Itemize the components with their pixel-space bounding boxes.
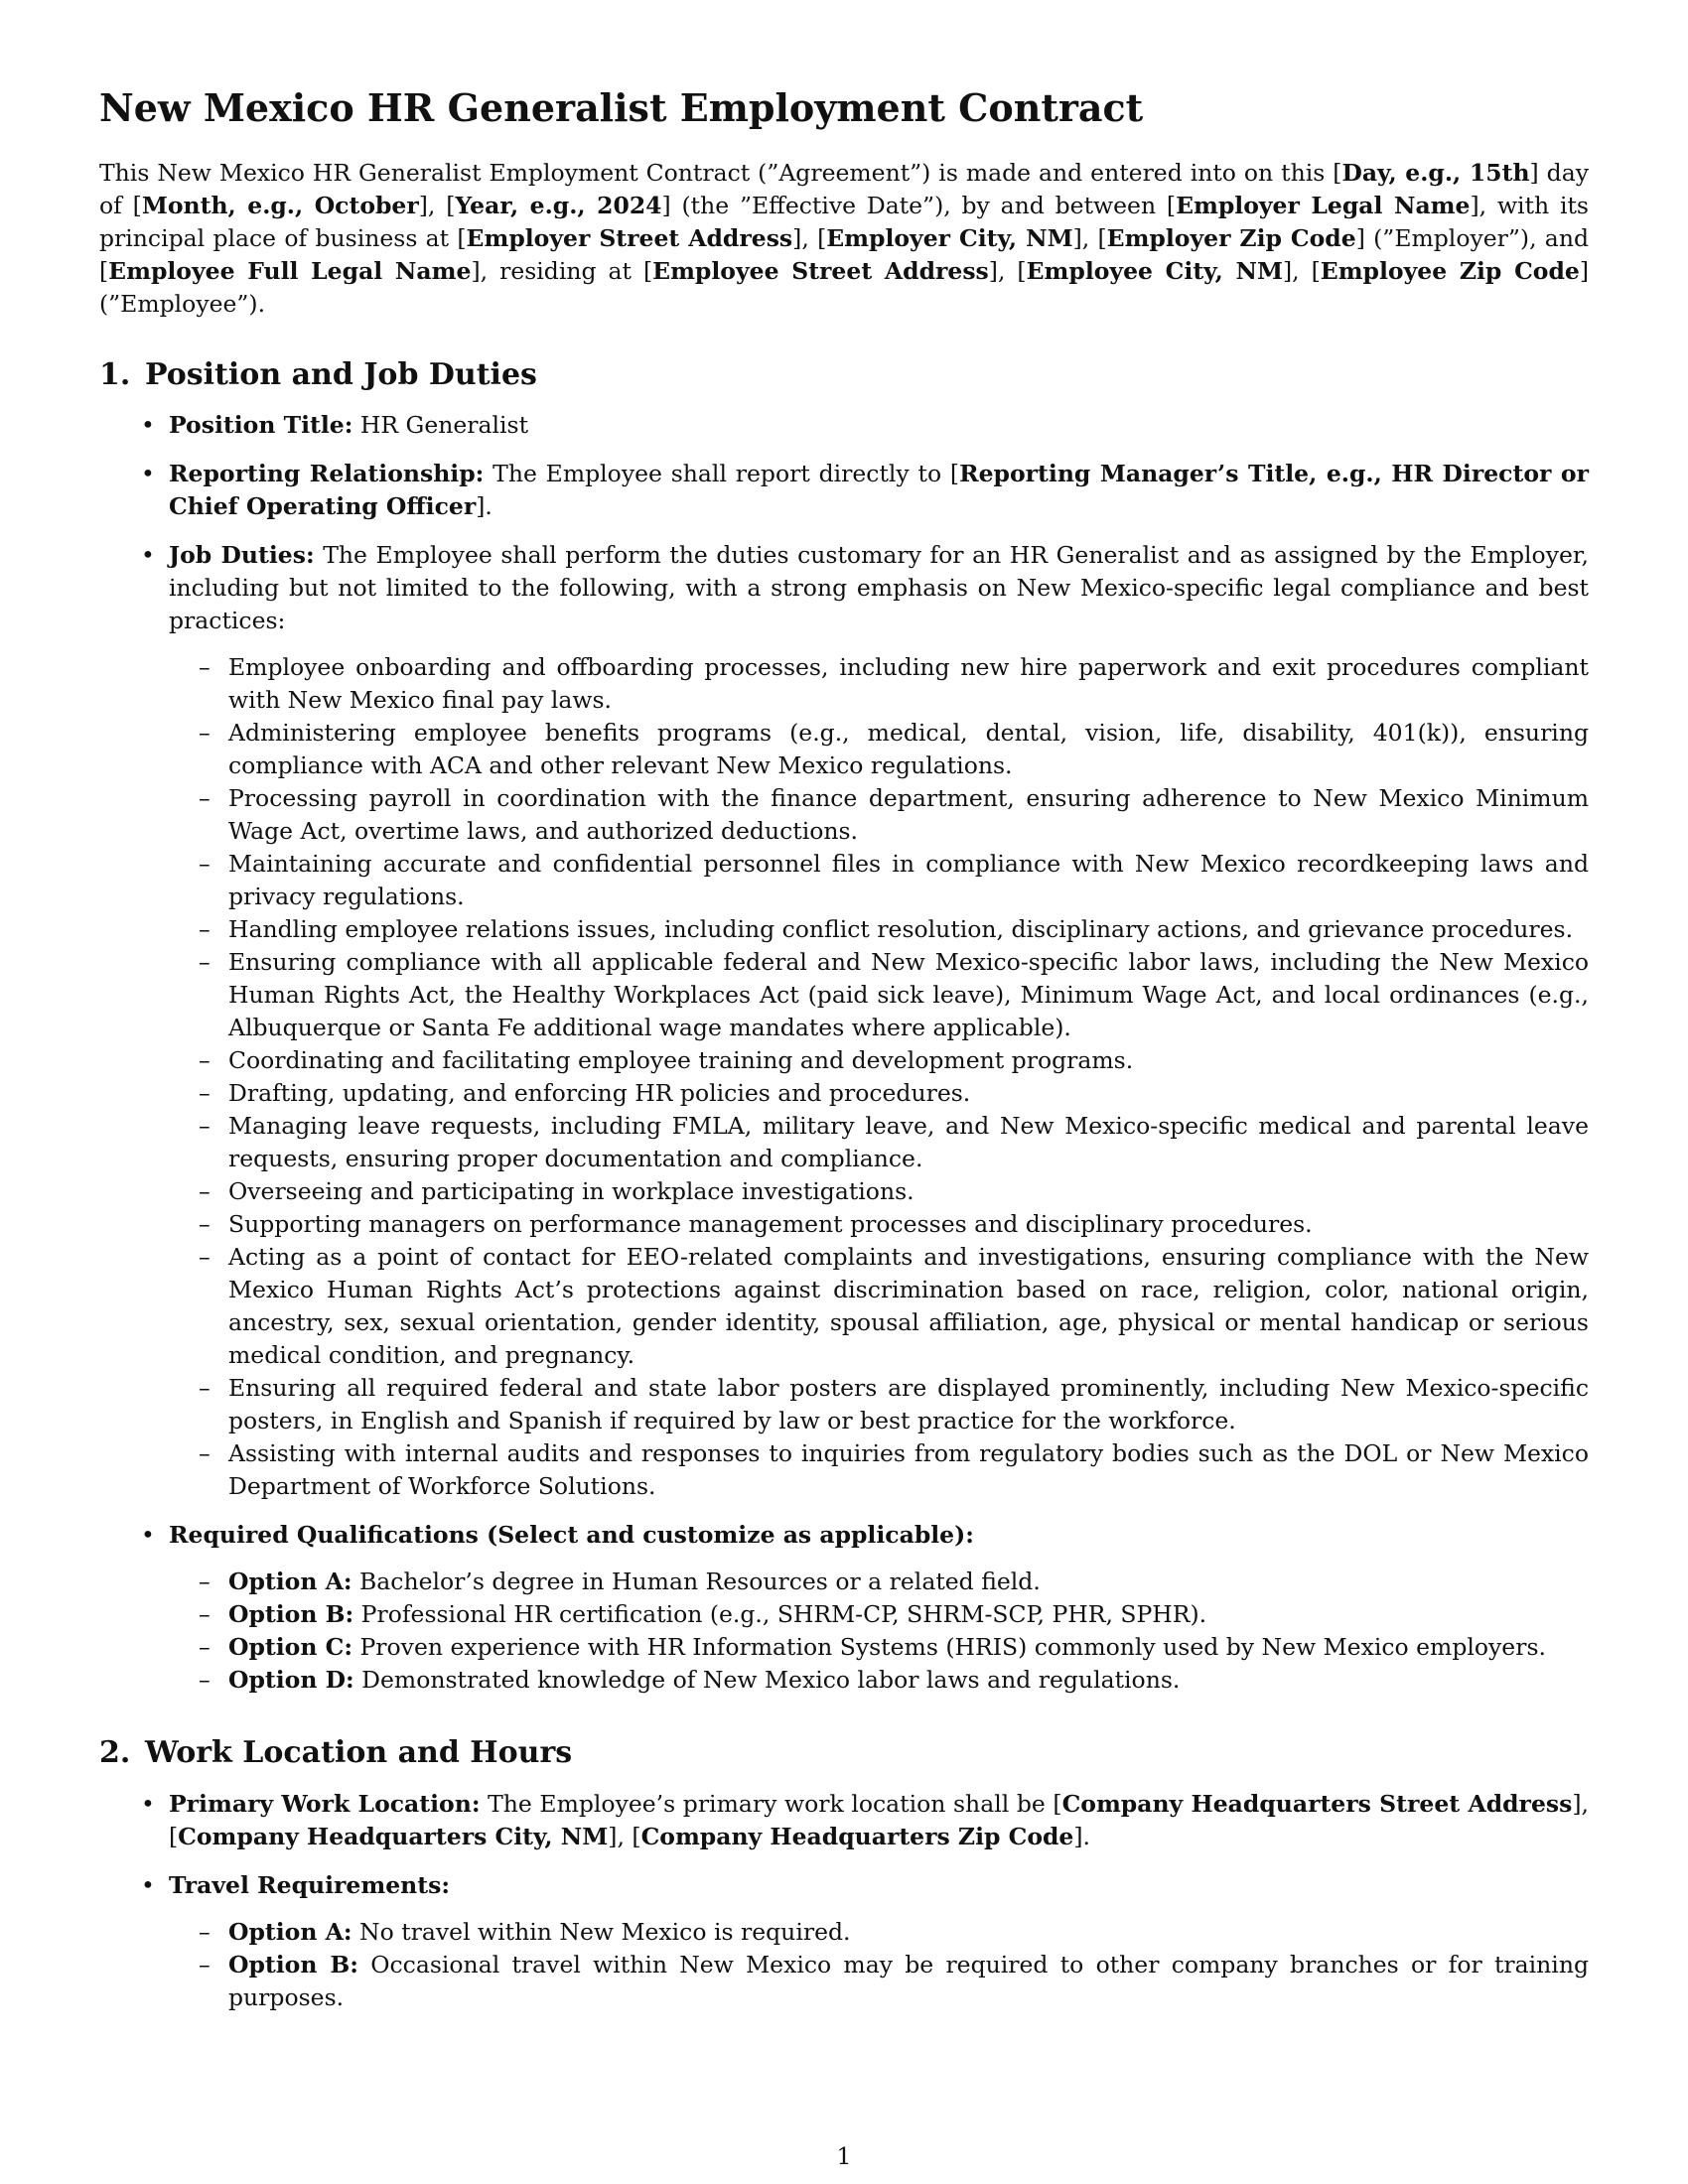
text: ], with its principal place of business at [ [99,191,1589,252]
section-1-list [99,409,1589,1697]
section-1-number: 1. [99,356,131,392]
position-title-label: Position Title: [169,411,353,440]
duty-item: – Processing payroll in coordination with the finance department, ensuring adherence to New Mexico Minimum Wage Act, overtime laws, and authorized deductions. [228,782,1589,848]
text: ], [ [1282,256,1321,285]
option-text: Occasional travel within New Mexico may be required to other company branches or for training purposes. [228,1950,1589,2011]
option-text: Demonstrated knowledge of New Mexico labor laws and regulations. [353,1666,1181,1695]
qualification-option [228,1566,1589,1598]
travel-options-list [169,1916,1589,2014]
section-2-title: Work Location and Hours [145,1735,573,1771]
duty-item: – Managing leave requests, including FMLA, military leave, and New Mexico-specific medical and parental leave requests, ensuring proper documentation and compliance. [228,1110,1589,1175]
section-1-heading [99,356,1589,394]
bold-text: Employee Zip Code [1320,256,1580,285]
bold-text: Year, e.g., 2024 [455,191,662,219]
bold-text: Company Headquarters Street Address [1061,1789,1573,1818]
text: ], [ [169,1789,1589,1850]
option-label: Option A: [228,1568,352,1596]
text: [ [1333,158,1342,187]
document-page [99,85,1589,2052]
section-2-list [99,1788,1589,2014]
duty-item: – Employee onboarding and offboarding processes, including new hire paperwork and exit procedures compliant with New Mexico final pay laws. [228,651,1589,717]
text: The Employee’s primary work location shall be [ [480,1789,1062,1818]
job-duties-intro: The Employee shall perform the duties customary for an HR Generalist and as assigned by the Employer, including but not limited to the following, with a strong emphasis on New Mexico-specific legal compliance and best practices: [169,541,1589,635]
duty-item: – Supporting managers on performance management processes and disciplinary procedures. [228,1208,1589,1241]
bold-text: Employee Full Legal Name [108,256,472,285]
position-title-item [169,409,1589,442]
text: ], [ [1072,223,1107,252]
duty-item: – Drafting, updating, and enforcing HR policies and procedures. [228,1077,1589,1110]
text: ], [ [792,223,827,252]
option-label: Option C: [228,1633,353,1662]
text: This New Mexico HR Generalist Employment Contract (”Agreement”) is made and entered into on this [99,158,1334,187]
text: ], [ [418,191,456,219]
bold-text: Employee City, NM [1026,256,1283,285]
text: ]. [1073,1822,1091,1850]
text: ], residing at [ [471,256,653,285]
section-2-heading [99,1734,1589,1772]
option-label: Option B: [228,1950,358,1979]
duty-item: – Ensuring compliance with all applicable federal and New Mexico-specific labor laws, including the New Mexico Human Rights Act, the Healthy Workplaces Act (paid sick leave), Minimum Wage Act, and local ordinances (e.g., Albuquerque or Santa Fe additional wage mandates where applicable). [228,946,1589,1044]
text: ] day of [ [99,158,1590,219]
duty-item: – Coordinating and facilitating employee training and development programs. [228,1044,1589,1077]
text: ] (”Employer”), and [ [99,223,1589,285]
intro-paragraph [99,157,1589,321]
bold-text: Company Headquarters City, NM [178,1822,609,1850]
bold-text: Month, e.g., October [141,191,419,219]
travel-requirements-label: Travel Requirements: [169,1870,451,1899]
bold-text: Reporting Relationship: [169,460,485,488]
bold-text: Employer Legal Name [1176,191,1471,219]
duty-item: – Maintaining accurate and confidential personnel files in compliance with New Mexico recordkeeping laws and privacy regulations. [228,848,1589,913]
option-text: Professional HR certification (e.g., SHRM-CP, SHRM-SCP, PHR, SPHR). [353,1600,1207,1629]
bold-text: Primary Work Location: [169,1789,481,1818]
travel-requirements-item [169,1869,1589,2014]
bold-text: Reporting Manager’s Title, e.g., HR Director or Chief Operating Officer [169,460,1589,521]
section-1-title: Position and Job Duties [145,356,537,392]
bold-text: Employer City, NM [826,223,1073,252]
travel-option [228,1949,1589,2014]
section-2-number: 2. [99,1735,131,1771]
option-label: Option B: [228,1600,354,1629]
qualification-option [228,1598,1589,1631]
qualification-option [228,1631,1589,1664]
duty-item: – Assisting with internal audits and responses to inquiries from regulatory bodies such as the DOL or New Mexico Department of Workforce Solutions. [228,1437,1589,1503]
bold-text: Employer Street Address [466,223,793,252]
duty-item: – Administering employee benefits programs (e.g., medical, dental, vision, life, disability, 401(k)), ensuring compliance with ACA and other relevant New Mexico regulations. [228,717,1589,782]
bold-text: Day, e.g., 15th [1341,158,1530,187]
page-number: 1 [836,2142,852,2170]
travel-option [228,1916,1589,1949]
bold-text: Employer Zip Code [1106,223,1356,252]
duty-item: – Overseeing and participating in workplace investigations. [228,1175,1589,1208]
option-label: Option A: [228,1917,352,1946]
text: The Employee shall report directly to [ [484,460,960,488]
duty-item: – Acting as a point of contact for EEO-related complaints and investigations, ensuring compliance with the New Mexico Human Rights Act’s protections against discrimination based on race, religion, color, national origin, ancestry, sex, sexual orientation, gender identity, spousal affiliation, age, physical or mental handicap or serious medical condition, and pregnancy. [228,1241,1589,1372]
option-text: No travel within New Mexico is required. [352,1917,851,1946]
text: ] (the ”Effective Date”), by and between [ [661,191,1177,219]
job-duties-label: Job Duties: [169,541,315,570]
duty-item: – Handling employee relations issues, including conflict resolution, disciplinary actions, and grievance procedures. [228,913,1589,946]
text: ], [ [988,256,1027,285]
text: ], [ [608,1822,641,1850]
qualifications-item [169,1519,1589,1697]
text: ]. [476,492,492,521]
qualifications-label: Required Qualifications (Select and customize as applicable): [169,1521,974,1550]
text: ] (”Employee”). [99,256,1590,318]
duty-item: – Ensuring all required federal and state labor posters are displayed prominently, including New Mexico-specific posters, in English and Spanish if required by law or best practice for the workforce. [228,1372,1589,1437]
bold-text: Employee Street Address [652,256,989,285]
option-text: Proven experience with HR Information Systems (HRIS) commonly used by New Mexico employers. [352,1633,1546,1662]
page-title: New Mexico HR Generalist Employment Contract [99,85,1144,130]
option-text: Bachelor’s degree in Human Resources or a related field. [352,1568,1041,1596]
reporting-relationship-item [169,458,1589,523]
qualifications-list [169,1566,1589,1697]
qualification-option [228,1664,1589,1697]
primary-work-location-item [169,1788,1589,1853]
bold-text: Company Headquarters Zip Code [640,1822,1074,1850]
job-duties-item [169,539,1589,1503]
job-duties-list [169,651,1589,1503]
position-title-value: HR Generalist [352,411,529,440]
option-label: Option D: [228,1666,354,1695]
